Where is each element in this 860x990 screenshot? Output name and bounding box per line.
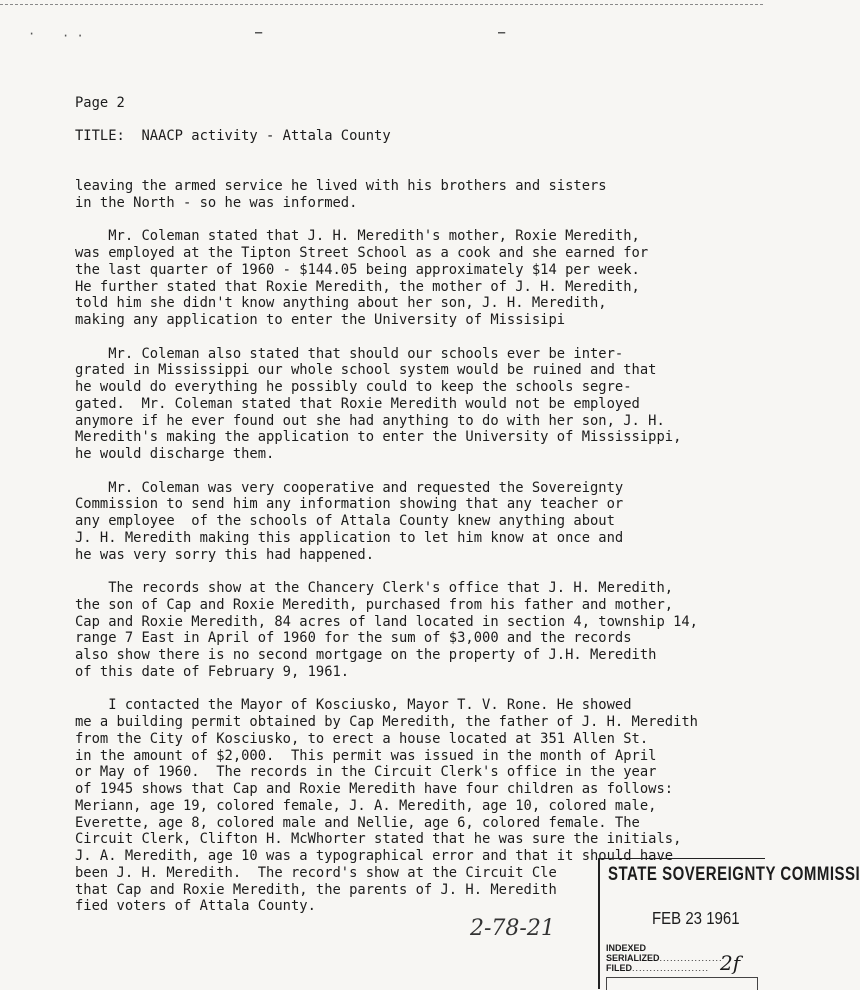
body-line: of this date of February 9, 1961. bbox=[75, 663, 350, 680]
body-line: also show there is no second mortgage on the property of J.H. Meredith bbox=[75, 647, 657, 663]
stamp-initials: 2f bbox=[720, 951, 741, 975]
body-line: me a building permit obtained by Cap Meredith, the father of J. H. Meredith bbox=[75, 714, 698, 730]
body-line: been J. H. Meredith. The record's show at the Circuit Cle bbox=[75, 864, 557, 881]
body-line: making any application to enter the University of Missisipi bbox=[75, 312, 566, 328]
stamp-date: FEB 23 1961 bbox=[652, 909, 740, 929]
perforation-edge bbox=[0, 4, 763, 5]
body-line: range 7 East in April of 1960 for the sum of $3,000 and the records bbox=[75, 630, 632, 647]
body-line: Everette, age 8, colored male and Nellie, age 6, colored female. The bbox=[75, 814, 640, 831]
scan-speck: · bbox=[28, 27, 36, 41]
body-line: Circuit Clerk, Clifton H. McWhorter stated that he was sure the initials, bbox=[75, 831, 682, 848]
body-line: told him she didn't know anything about her son, J. H. Meredith, bbox=[75, 295, 607, 312]
body-line: He further stated that Roxie Meredith, the mother of J. H. Meredith, bbox=[75, 278, 640, 295]
body-line: that Cap and Roxie Meredith, the parents of J. H. Meredith bbox=[75, 881, 557, 898]
document-title: TITLE: NAACP activity - Attala County bbox=[75, 128, 391, 144]
body-line: he would discharge them. bbox=[75, 446, 275, 462]
body-line: Meriann, age 19, colored female, J. A. Meredith, age 10, colored male, bbox=[75, 797, 657, 814]
body-line: grated in Mississippi our whole school system would be ruined and that bbox=[75, 362, 657, 379]
body-line: Commission to send him any information showing that any teacher or bbox=[75, 496, 624, 513]
body-line: in the North - so he was informed. bbox=[75, 194, 358, 211]
page-label: Page 2 bbox=[75, 95, 125, 111]
body-line: he would do everything he possibly could to keep the schools segre- bbox=[75, 379, 632, 395]
body-line: The records show at the Chancery Clerk's office that J. H. Meredith, bbox=[75, 580, 674, 596]
body-line: I contacted the Mayor of Kosciusko, Mayor T. V. Rone. He showed bbox=[75, 697, 632, 714]
body-line: gated. Mr. Coleman stated that Roxie Meredith would not be employed bbox=[75, 395, 640, 412]
body-line: leaving the armed service he lived with his brothers and sisters bbox=[75, 178, 607, 194]
scan-mark: — bbox=[498, 25, 506, 39]
stamp-filed: FILED...................... bbox=[606, 963, 710, 973]
body-line: in the amount of $2,000. This permit was issued in the month of April bbox=[75, 747, 657, 764]
body-line: he was very sorry this had happened. bbox=[75, 546, 375, 563]
body-line: Meredith's making the application to enter the University of Mississippi, bbox=[75, 429, 682, 446]
handwritten-file-number: 2-78-21 bbox=[470, 916, 555, 941]
body-line: J. H. Meredith making this application to let him know at once and bbox=[75, 529, 624, 546]
body-line: J. A. Meredith, age 10 was a typographical error and that it should have bbox=[75, 848, 674, 864]
body-line: of 1945 shows that Cap and Roxie Meredith have four children as follows: bbox=[75, 781, 674, 797]
scan-speck: · · bbox=[62, 29, 84, 43]
body-line: the son of Cap and Roxie Meredith, purchased from his father and mother, bbox=[75, 596, 674, 613]
commission-stamp bbox=[598, 858, 860, 989]
body-line: anymore if he ever found out she had anything to do with her son, J. H. bbox=[75, 412, 665, 429]
body-line: was employed at the Tipton Street School as a cook and she earned for bbox=[75, 245, 649, 261]
body-line: or May of 1960. The records in the Circuit Clerk's office in the year bbox=[75, 764, 657, 781]
stamp-serialized: SERIALIZED.................. bbox=[606, 953, 723, 963]
scan-mark: — bbox=[255, 25, 263, 39]
body-line: from the City of Kosciusko, to erect a house located at 351 Allen St. bbox=[75, 730, 649, 747]
body-line: Cap and Roxie Meredith, 84 acres of land located in section 4, township 14, bbox=[75, 613, 698, 630]
stamp-title: STATE SOVEREIGNTY COMMISSI bbox=[608, 863, 860, 886]
body-line: Mr. Coleman stated that J. H. Meredith's mother, Roxie Meredith, bbox=[75, 228, 640, 245]
body-line: the last quarter of 1960 - $144.05 being approximately $14 per week. bbox=[75, 261, 640, 278]
body-line: fied voters of Attala County. bbox=[75, 898, 316, 915]
body-line: Mr. Coleman was very cooperative and requested the Sovereignty bbox=[75, 479, 624, 496]
body-line: any employee of the schools of Attala County knew anything about bbox=[75, 513, 615, 529]
stamp-indexed: INDEXED bbox=[606, 943, 647, 953]
body-line: Mr. Coleman also stated that should our schools ever be inter- bbox=[75, 345, 624, 362]
stamp-box bbox=[606, 977, 758, 990]
